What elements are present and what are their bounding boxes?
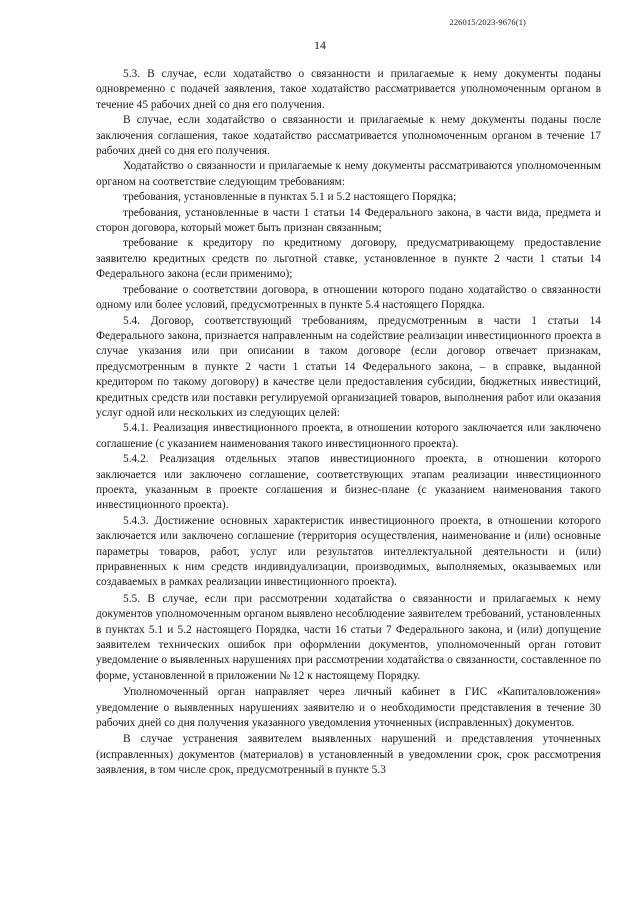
page-number: 14: [314, 38, 326, 52]
document-body: [96, 67, 601, 779]
paragraph-5-4-1: 5.4.1. Реализация инвестиционного проекта, в отношении которого заключается или заключено соглашение (с указанием наименования такого инвестиционного проекта).: [96, 422, 601, 450]
requirement-item: требование к кредитору по кредитному договору, предусматривающему предоставление заявителю кредитных средств по льготной ставке, установленное в пункте 2 части 1 статьи 14 Федерального закона (если применимо);: [96, 237, 601, 281]
requirement-item: требования, установленные в части 1 статьи 14 Федерального закона, в части вида, предмета и сторон договора, который может быть признан связанным;: [96, 206, 601, 235]
paragraph-5-4-2: 5.4.2. Реализация отдельных этапов инвестиционного проекта, в отношении которого заключается или заключено соглашение, соответствующих этапам реализации инвестиционного проекта, указанным в проекте соглашения и бизнес-плане (с указанием наименования такого инвестиционного проекта).: [96, 453, 601, 512]
paragraph-5-4: 5.4. Договор, соответствующий требованиям, предусмотренным в части 1 статьи 14 Федерального закона, признается направленным на содействие реализации инвестиционного проекта в случае указания или при описании в таком договоре (если договор отвечает признакам, предусмотренным в пункте 2 части 1 статьи 14 Федерального закона, – в справке, выданной кредитором по такому договору) в качестве цели предоставления субсидии, бюджетных инвестиций, кредитных средств или поставки регулируемой организацией товаров, выполнения работ или оказания услуг одной или нескольких из следующих целей:: [96, 314, 601, 419]
paragraph-5-3: 5.3. В случае, если ходатайство о связанности и прилагаемые к нему документы поданы одновременно с подачей заявления, такое ходатайство рассматривается уполномоченным органом в течение 45 рабочих дней со дня его получения.: [96, 68, 601, 111]
requirement-item: требование о соответствии договора, в отношении которого подано ходатайство о связанности одному или более условий, предусмотренных в пункте 5.4 настоящего Порядка.: [96, 283, 601, 312]
paragraph-5-4-3: 5.4.3. Достижение основных характеристик инвестиционного проекта, в отношении которого заключается или заключено соглашение (территория осуществления, наименование и (или) основные параметры товаров, работ, услуг или результатов интеллектуальной деятельности и (или) приравненных к ним средств индивидуализации, производимых, выполняемых, оказываемых или создаваемых в рамках реализации инвестиционного проекта).: [96, 514, 601, 589]
paragraph: Уполномоченный орган направляет через личный кабинет в ГИС «Капиталовложения» уведомление о выявленных нарушениях заявителю и о необходимости представления в течение 30 рабочих дней со дня получения указанного уведомления уточненных (исправленных) документов.: [96, 686, 601, 730]
paragraph: Ходатайство о связанности и прилагаемые к нему документы рассматриваются уполномоченным органом на соответствие следующим требованиям:: [96, 160, 601, 188]
paragraph: В случае, если ходатайство о связанности и прилагаемые к нему документы поданы после заключения соглашения, такое ходатайство рассматривается уполномоченным органом в течение 17 рабочих дней со дня его получения.: [96, 114, 601, 158]
paragraph: В случае устранения заявителем выявленных нарушений и представления уточненных (исправленных) документов (материалов) в установленный в уведомлении срок, срок рассмотрения заявления, в том числе срок, предусмотренный в пункте 5.3: [96, 733, 601, 777]
paragraph-5-5: 5.5. В случае, если при рассмотрении ходатайства о связанности и прилагаемых к нему документов уполномоченным органом выявлено несоблюдение заявителем требований, установленных в пунктах 5.1 и 5.2 настоящего Порядка, части 16 статьи 7 Федерального закона, и (или) допущение заявителем технических ошибок при оформлении документов, уполномоченный орган готовит уведомление о выявленных нарушениях при рассмотрении ходатайства о связанности, составленное по форме, установленной в приложении № 12 к настоящему Порядку.: [96, 592, 601, 682]
document-id: 226015/2023-9676(1): [449, 17, 526, 27]
requirement-item: требования, установленные в пунктах 5.1 и 5.2 настоящего Порядка;: [123, 191, 457, 204]
